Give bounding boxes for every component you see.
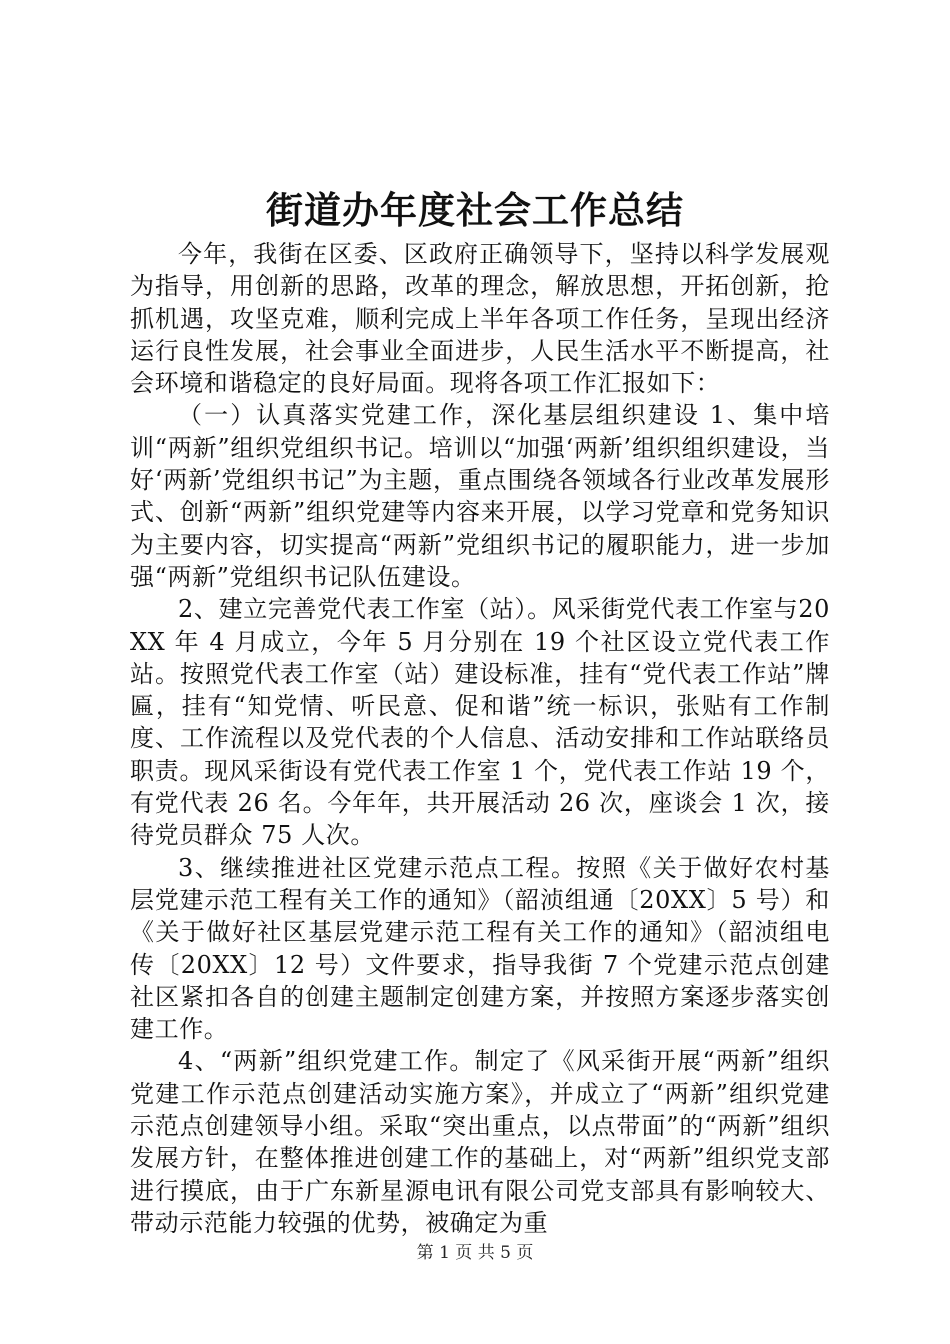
paragraph-intro: 今年，我街在区委、区政府正确领导下，坚持以科学发展观为指导，用创新的思路，改革的理念，解放思想，开拓创新，抢抓机遇，攻坚克难，顺利完成上半年各项工作任务，呈现出经济运行良性发展，社会事业全面进步，人民生活水平不断提高，社会环境和谐稳定的良好局面。现将各项工作汇报如下： [130, 240, 830, 398]
document-body [130, 238, 830, 1239]
paragraph-representative-office: 2、建立完善党代表工作室（站）。风采街党代表工作室与20XX 年 4 月成立，今年 5 月分别在 19 个社区设立党代表工作站。按照党代表工作室（站）建设标准，挂有“党代表工作站”牌匾，挂有“知党情、听民意、促和谐”统一标识，张贴有工作制度、工作流程以及党代表的个人信息、活动安排和工作站联络员职责。现风采街设有党代表工作室 1 个，党代表工作站 19 个，有党代表 26 名。今年年，共开展活动 26 次，座谈会 1 次，接待党员群众 75 人次。 [130, 595, 830, 850]
document-title: 街道办年度社会工作总结 [266, 188, 684, 232]
paragraph-two-new-organizations: 4、“两新”组织党建工作。制定了《风采街开展“两新”组织党建工作示范点创建活动实施方案》，并成立了“两新”组织党建示范点创建领导小组。采取“突出重点，以点带面”的“两新”组织发展方针，在整体推进创建工作的基础上，对“两新”组织党支部进行摸底，由于广东新星源电讯有限公司党支部具有影响较大、带动示范能力较强的优势，被确定为重 [130, 1047, 830, 1237]
paragraph-demonstration-project: 3、继续推进社区党建示范点工程。按照《关于做好农村基层党建示范工程有关工作的通知》（韶浈组通〔20XX〕5 号）和《关于做好社区基层党建示范工程有关工作的通知》（韶浈组电传〔20XX〕12 号）文件要求，指导我街 7 个党建示范点创建社区紧扣各自的创建主题制定创建方案，并按照方案逐步落实创建工作。 [130, 853, 830, 1044]
page-number-footer: 第 1 页 共 5 页 [416, 1243, 534, 1263]
paragraph-party-building: （一）认真落实党建工作，深化基层组织建设 1、集中培训“两新”组织党组织书记。培训以“加强‘两新’组织组织建设，当好‘两新’党组织书记”为主题，重点围绕各领域各行业改革发展形式、创新“两新”组织党建等内容来开展，以学习党章和党务知识为主要内容，切实提高“两新”党组织书记的履职能力，进一步加强“两新”党组织书记队伍建设。 [130, 401, 830, 591]
